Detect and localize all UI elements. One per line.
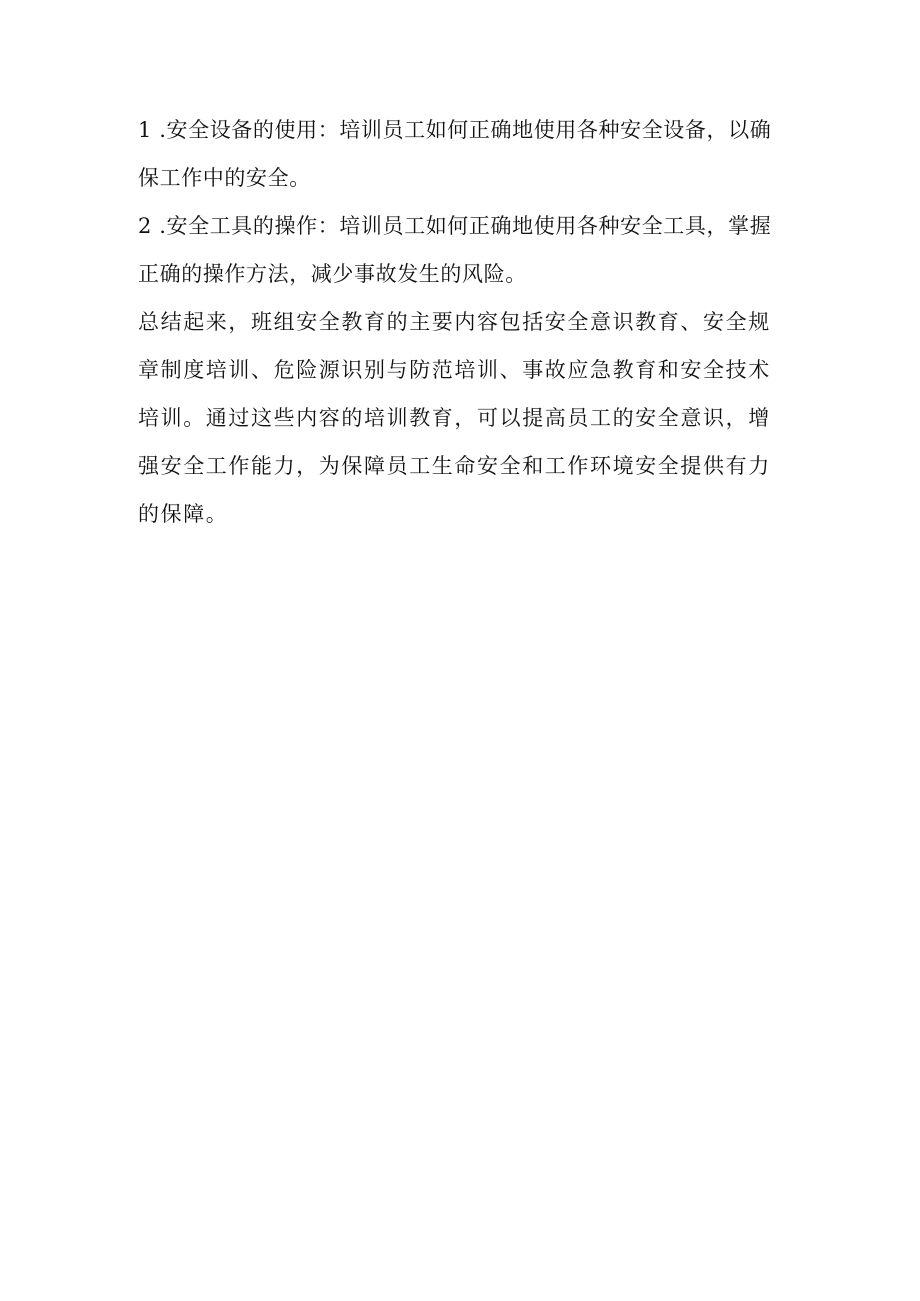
summary-paragraph: 总结起来，班组安全教育的主要内容包括安全意识教育、安全规章制度培训、危险源识别与防范培训、事故应急教育和安全技术培训。通过这些内容的培训教育，可以提高员工的安全意识，增强安全工作能力，为保障员工生命安全和工作环境安全提供有力的保障。 [138,310,771,526]
list-item-safety-equipment: 1 .安全设备的使用：培训员工如何正确地使用各种安全设备，以确保工作中的安全。 [138,118,772,190]
document-body [138,106,788,538]
list-item-safety-tools: 2 .安全工具的操作：培训员工如何正确地使用各种安全工具，掌握正确的操作方法，减少事故发生的风险。 [138,214,772,286]
